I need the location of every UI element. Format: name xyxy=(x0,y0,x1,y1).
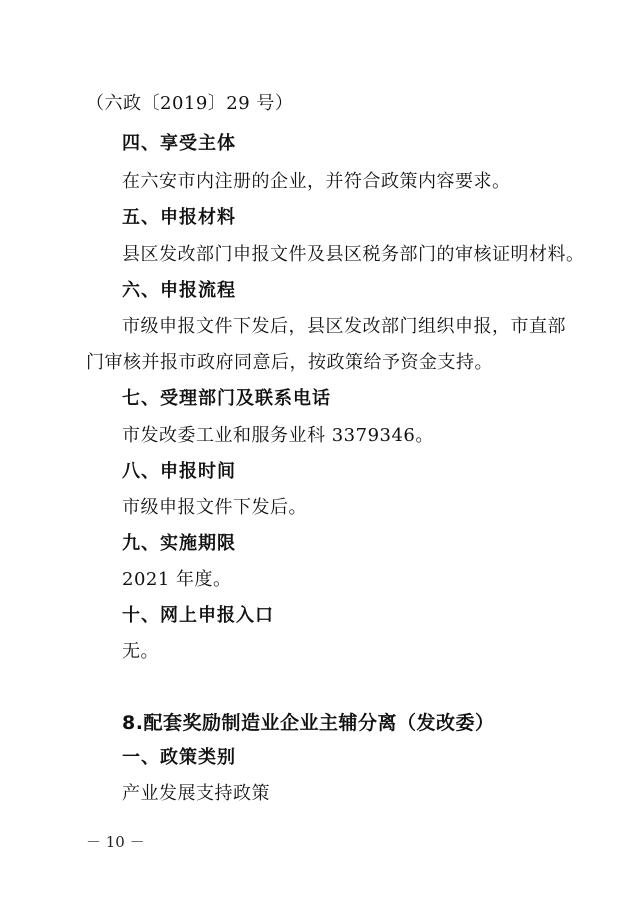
doc-line-policy-category: 产业发展支持政策 xyxy=(122,783,270,804)
heading-application-time: 八、申报时间 xyxy=(122,461,236,482)
heading-online-entry: 十、网上申报入口 xyxy=(122,605,274,626)
doc-line-process-2: 门审核并报市政府同意后，按政策给予资金支持。 xyxy=(86,352,493,373)
doc-line-period: 2021 年度。 xyxy=(122,569,232,590)
doc-line-process-1: 市级申报文件下发后，县区发改部门组织申报，市直部 xyxy=(122,316,566,337)
heading-contact: 七、受理部门及联系电话 xyxy=(122,388,331,409)
section-title-8: 8.配套奖励制造业企业主辅分离（发改委） xyxy=(122,712,495,734)
heading-beneficiary: 四、享受主体 xyxy=(122,133,236,154)
heading-period: 九、实施期限 xyxy=(122,533,236,554)
heading-process: 六、申报流程 xyxy=(122,280,236,301)
page-number: － 10 － xyxy=(86,833,145,851)
heading-policy-category: 一、政策类别 xyxy=(122,747,236,768)
doc-line-reference: （六政〔2019〕29 号） xyxy=(86,93,294,114)
doc-line-application-time: 市级申报文件下发后。 xyxy=(122,497,307,518)
doc-line-online-entry: 无。 xyxy=(122,641,159,662)
heading-materials: 五、申报材料 xyxy=(122,207,236,228)
doc-line-contact: 市发改委工业和服务业科 3379346。 xyxy=(122,425,434,446)
doc-line-beneficiary: 在六安市内注册的企业，并符合政策内容要求。 xyxy=(122,171,511,192)
doc-line-materials: 县区发改部门申报文件及县区税务部门的审核证明材料。 xyxy=(122,244,585,265)
